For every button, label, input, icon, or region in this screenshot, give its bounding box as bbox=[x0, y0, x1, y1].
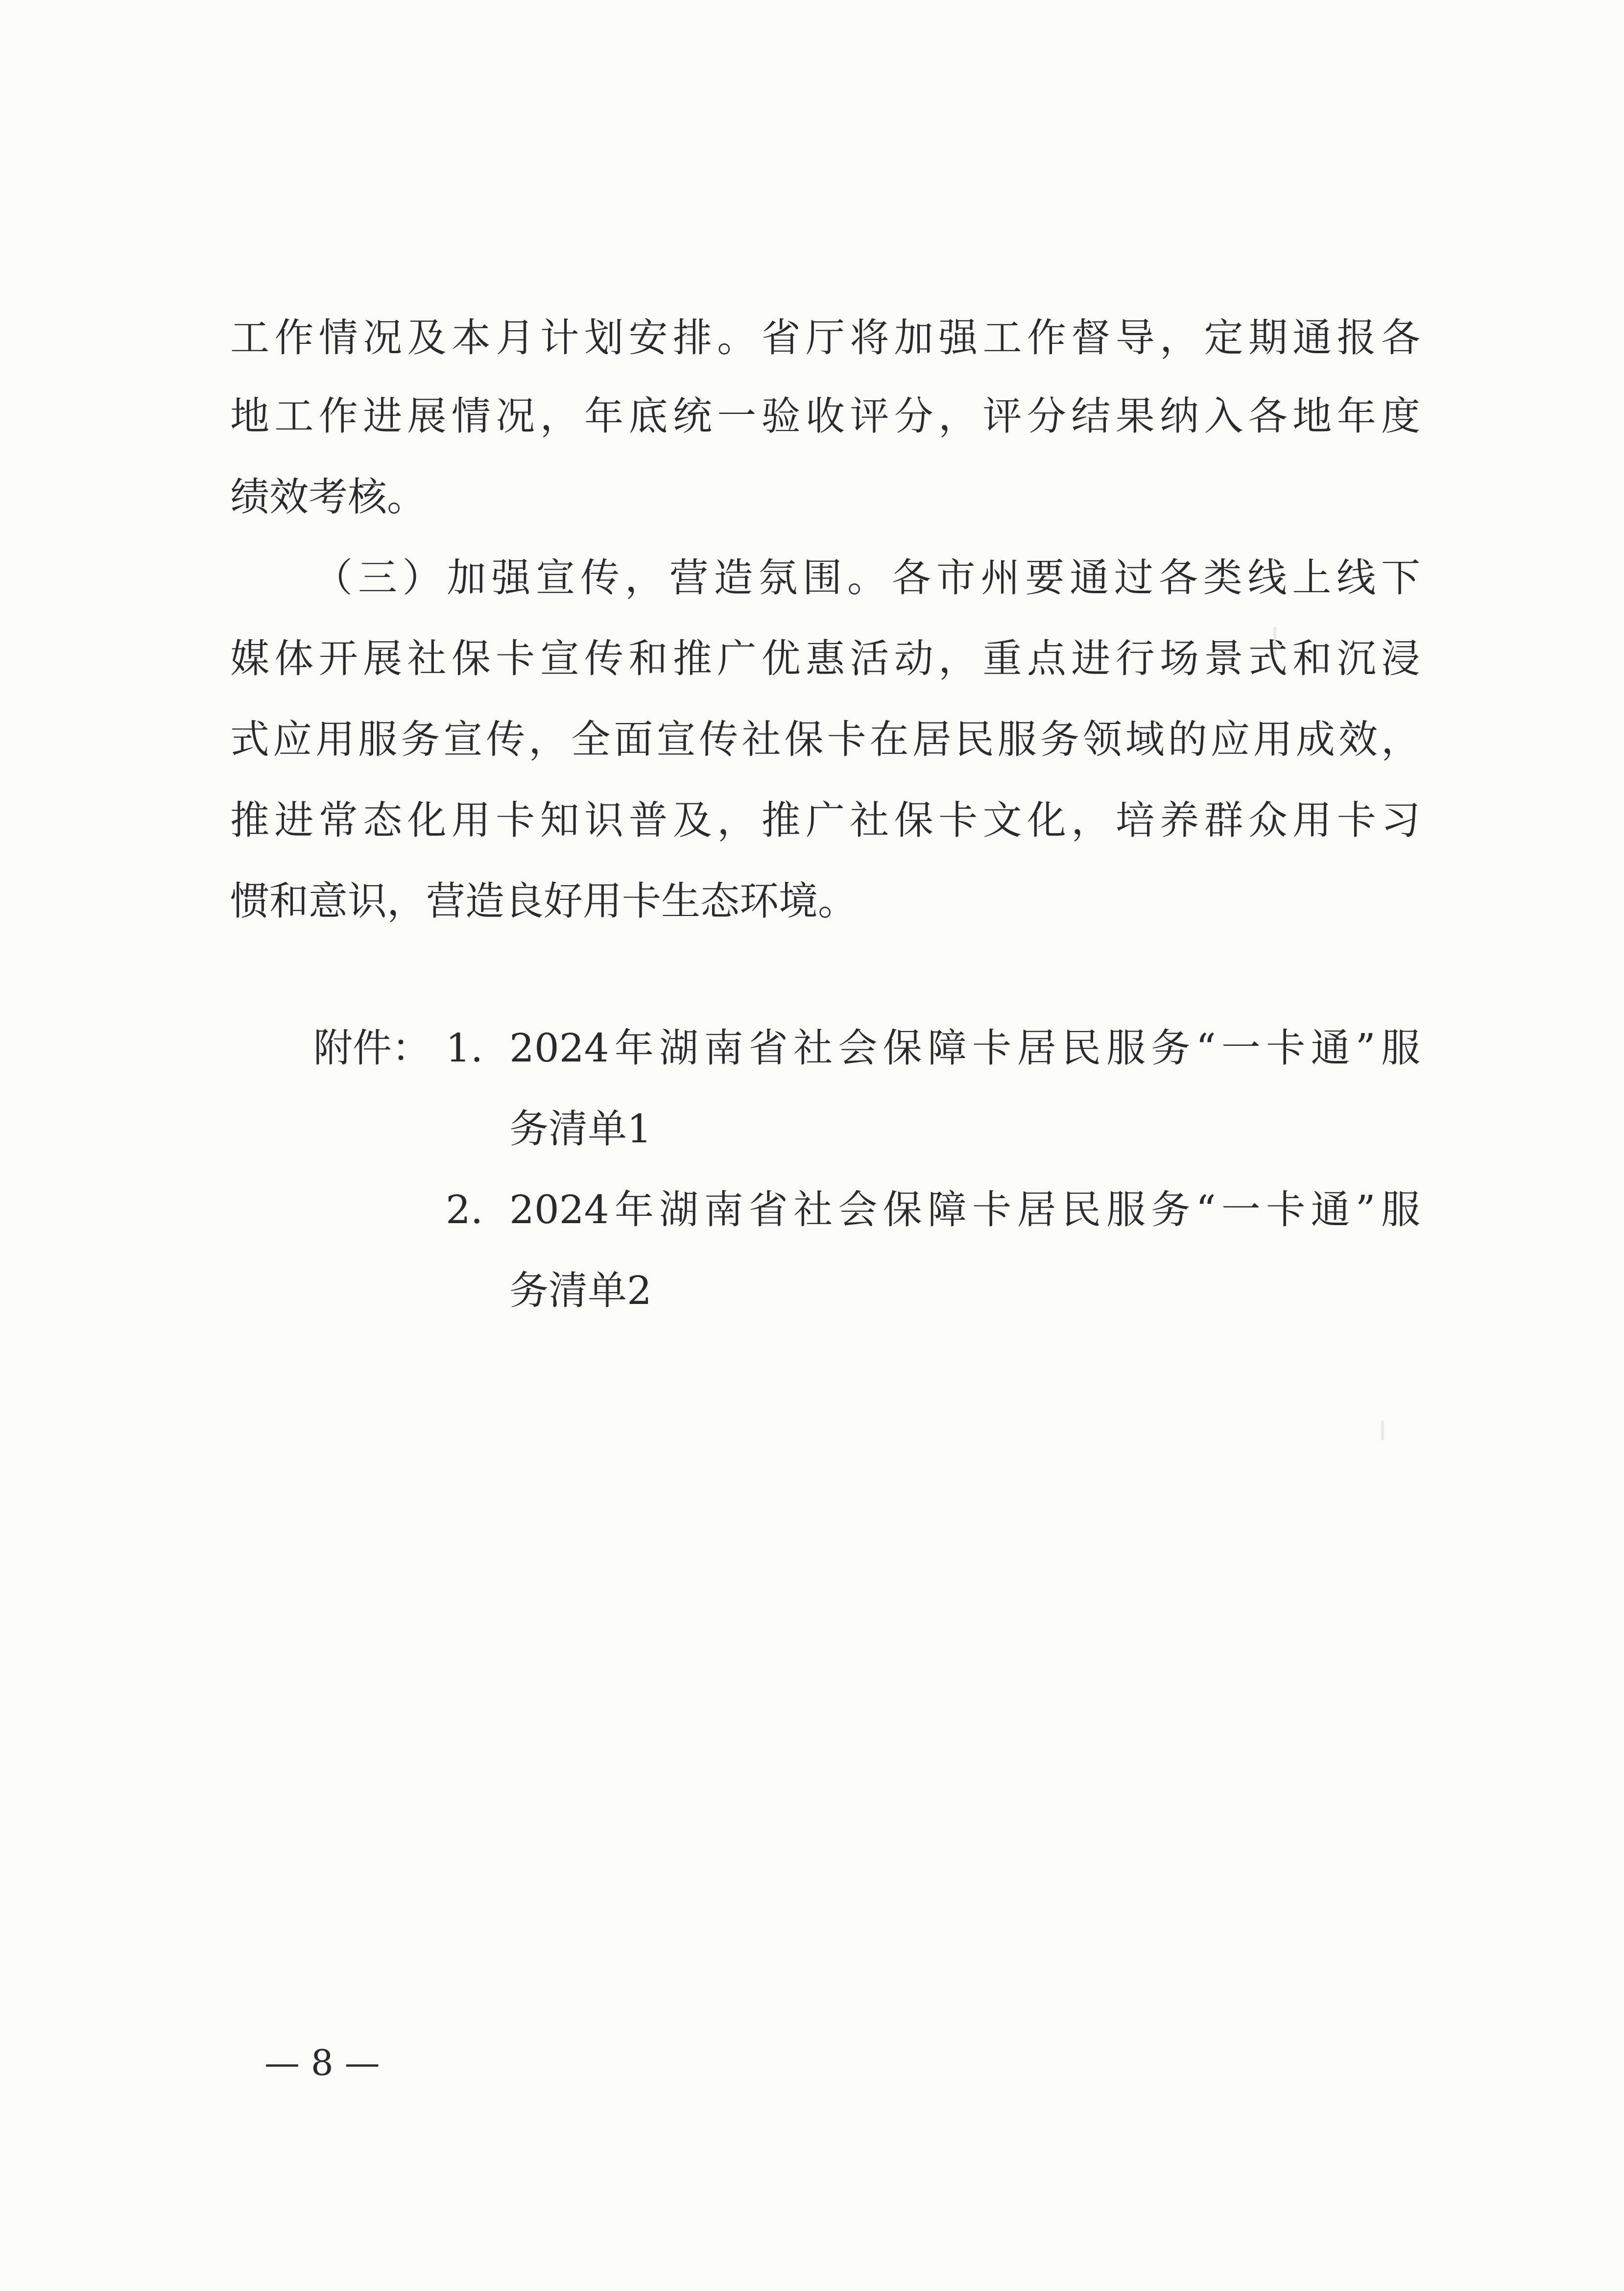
attachments-label: 附件： bbox=[313, 1025, 431, 1071]
attachment-number: 2. bbox=[446, 1187, 483, 1232]
attachment-title-line: 2024年湖南省社会保障卡居民服务“一卡通”服 bbox=[509, 1187, 1420, 1232]
body-text-line: 工作情况及本月计划安排。省厅将加强工作督导，定期通报各 bbox=[230, 315, 1420, 361]
body-text-line: 式应用服务宣传，全面宣传社保卡在居民服务领域的应用成效， bbox=[230, 717, 1420, 762]
body-text-line: 媒体开展社保卡宣传和推广优惠活动，重点进行场景式和沉浸 bbox=[230, 636, 1420, 681]
body-text-line: 绩效考核。 bbox=[230, 474, 426, 520]
scan-artifact bbox=[1381, 1421, 1384, 1440]
body-text-line: 地工作进展情况，年底统一验收评分，评分结果纳入各地年度 bbox=[230, 393, 1420, 439]
page-number: — 8 — bbox=[264, 2042, 380, 2083]
body-text-line: 惯和意识，营造良好用卡生态环境。 bbox=[230, 878, 857, 924]
attachment-title-line: 务清单1 bbox=[509, 1106, 652, 1152]
attachment-title-line: 务清单2 bbox=[509, 1268, 652, 1313]
attachment-number: 1. bbox=[446, 1025, 483, 1071]
body-text-line: 推进常态化用卡知识普及，推广社保卡文化，培养群众用卡习 bbox=[230, 797, 1420, 843]
attachment-title-line: 2024年湖南省社会保障卡居民服务“一卡通”服 bbox=[509, 1025, 1420, 1071]
section-heading-line: （三）加强宣传，营造氛围。各市州要通过各类线上线下 bbox=[313, 555, 1420, 601]
